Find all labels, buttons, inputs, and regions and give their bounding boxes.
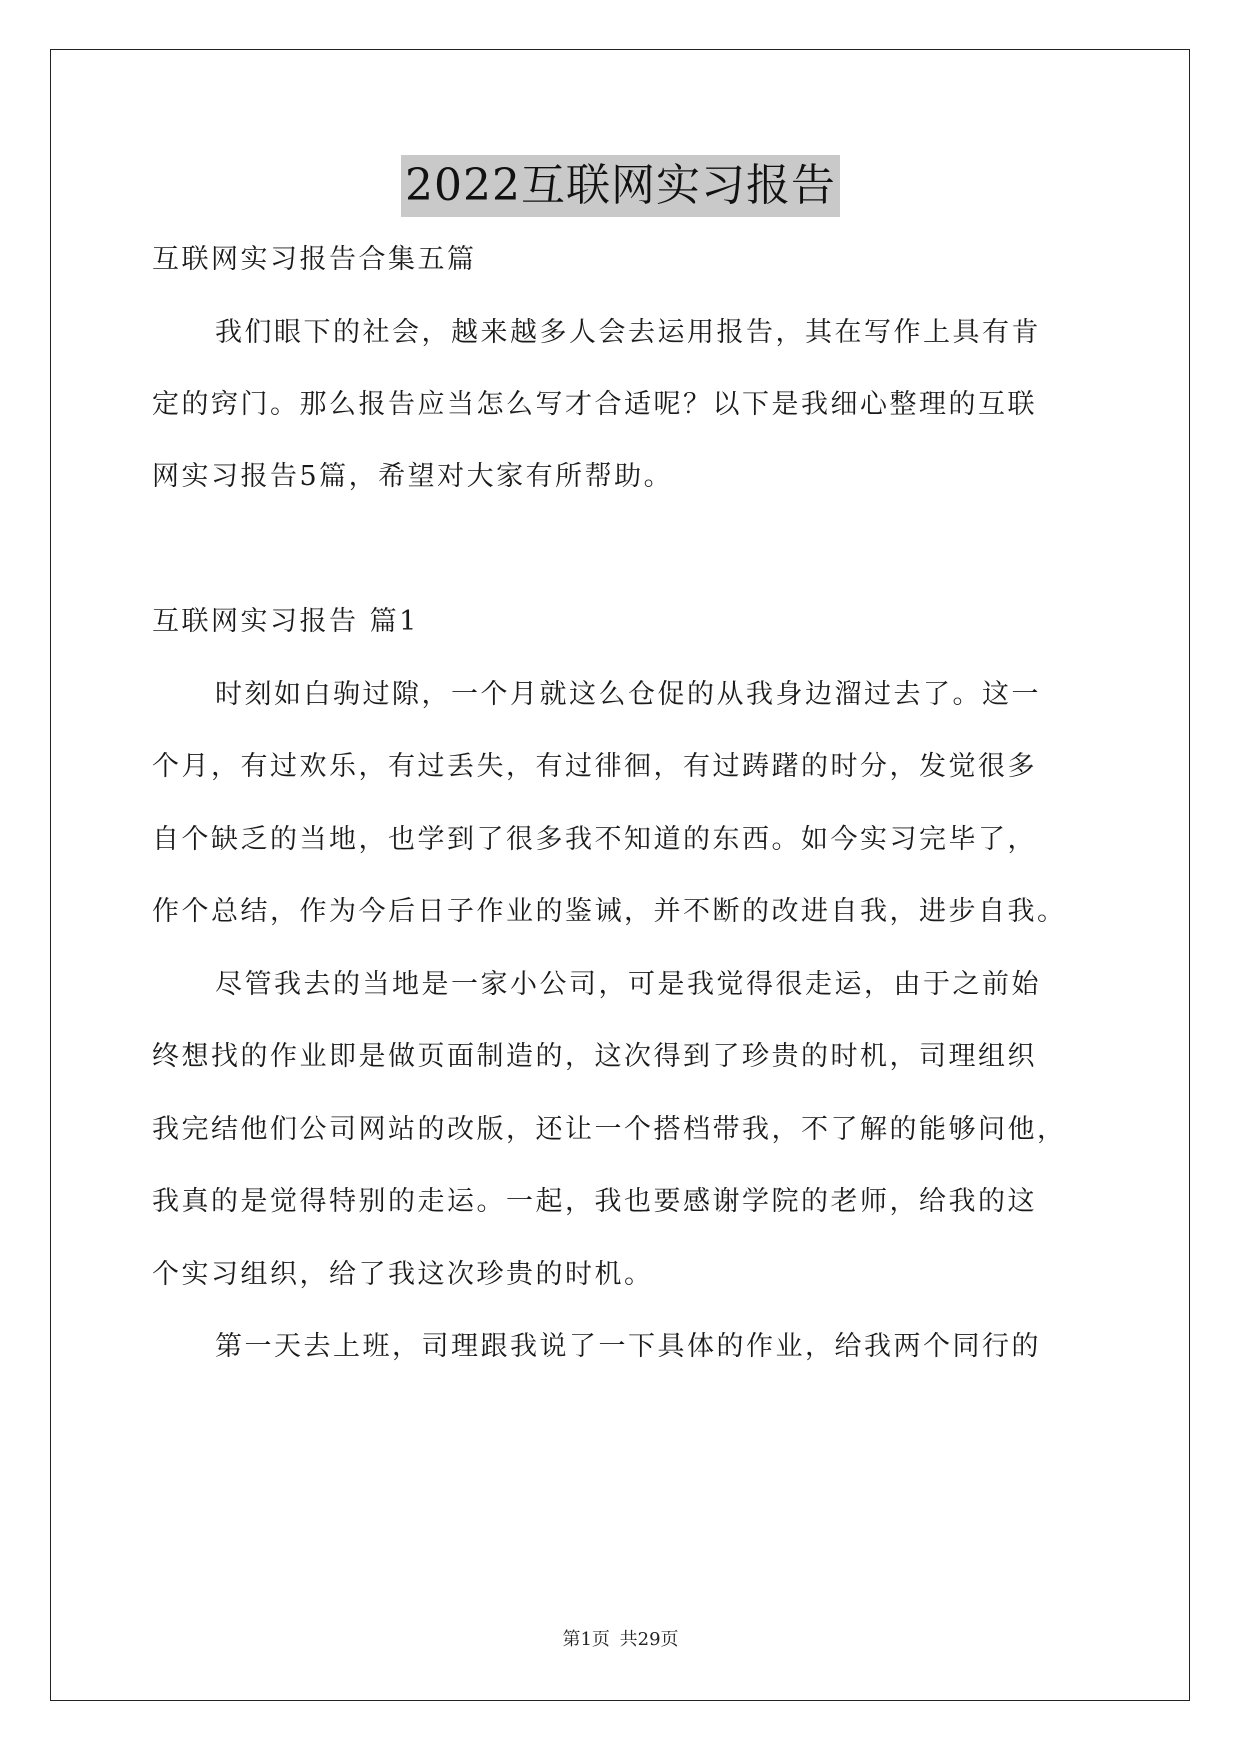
- page-total: 共29页: [619, 1629, 679, 1650]
- body-line: 第一天去上班，司理跟我说了一下具体的作业，给我两个同行的: [215, 1331, 1041, 1362]
- body-line: 我完结他们公司网站的改版，还让一个搭档带我，不了解的能够问他，: [152, 1114, 1067, 1145]
- page-border: [50, 49, 1190, 1701]
- body-line: 终想找的作业即是做页面制造的，这次得到了珍贵的时机，司理组织: [152, 1041, 1037, 1072]
- intro-line-3: 网实习报告5篇，希望对大家有所帮助。: [152, 461, 674, 492]
- body-line: 时刻如白驹过隙，一个月就这么仓促的从我身边溜过去了。这一: [215, 679, 1041, 710]
- body-line: 作个总结，作为今后日子作业的鉴诫，并不断的改进自我，进步自我。: [152, 896, 1067, 927]
- page-footer: [0, 1627, 1241, 1653]
- body-line: 个月，有过欢乐，有过丢失，有过徘徊，有过踌躇的时分，发觉很多: [152, 751, 1037, 782]
- document-title: 2022互联网实习报告: [401, 155, 840, 217]
- page-number: 第1页: [562, 1629, 610, 1650]
- collection-heading: 互联网实习报告合集五篇: [152, 244, 477, 275]
- body-line: 我真的是觉得特别的走运。一起，我也要感谢学院的老师，给我的这: [152, 1186, 1037, 1217]
- intro-line-1: 我们眼下的社会，越来越多人会去运用报告，其在写作上具有肯: [215, 317, 1041, 348]
- title-container: [0, 155, 1241, 217]
- body-line: 尽管我去的当地是一家小公司，可是我觉得很走运，由于之前始: [215, 969, 1041, 1000]
- body-line: 自个缺乏的当地，也学到了很多我不知道的东西。如今实习完毕了，: [152, 824, 1037, 855]
- intro-line-2: 定的窍门。那么报告应当怎么写才合适呢？以下是我细心整理的互联: [152, 389, 1037, 420]
- body-line: 个实习组织，给了我这次珍贵的时机。: [152, 1259, 654, 1290]
- section-heading: 互联网实习报告 篇1: [152, 606, 419, 637]
